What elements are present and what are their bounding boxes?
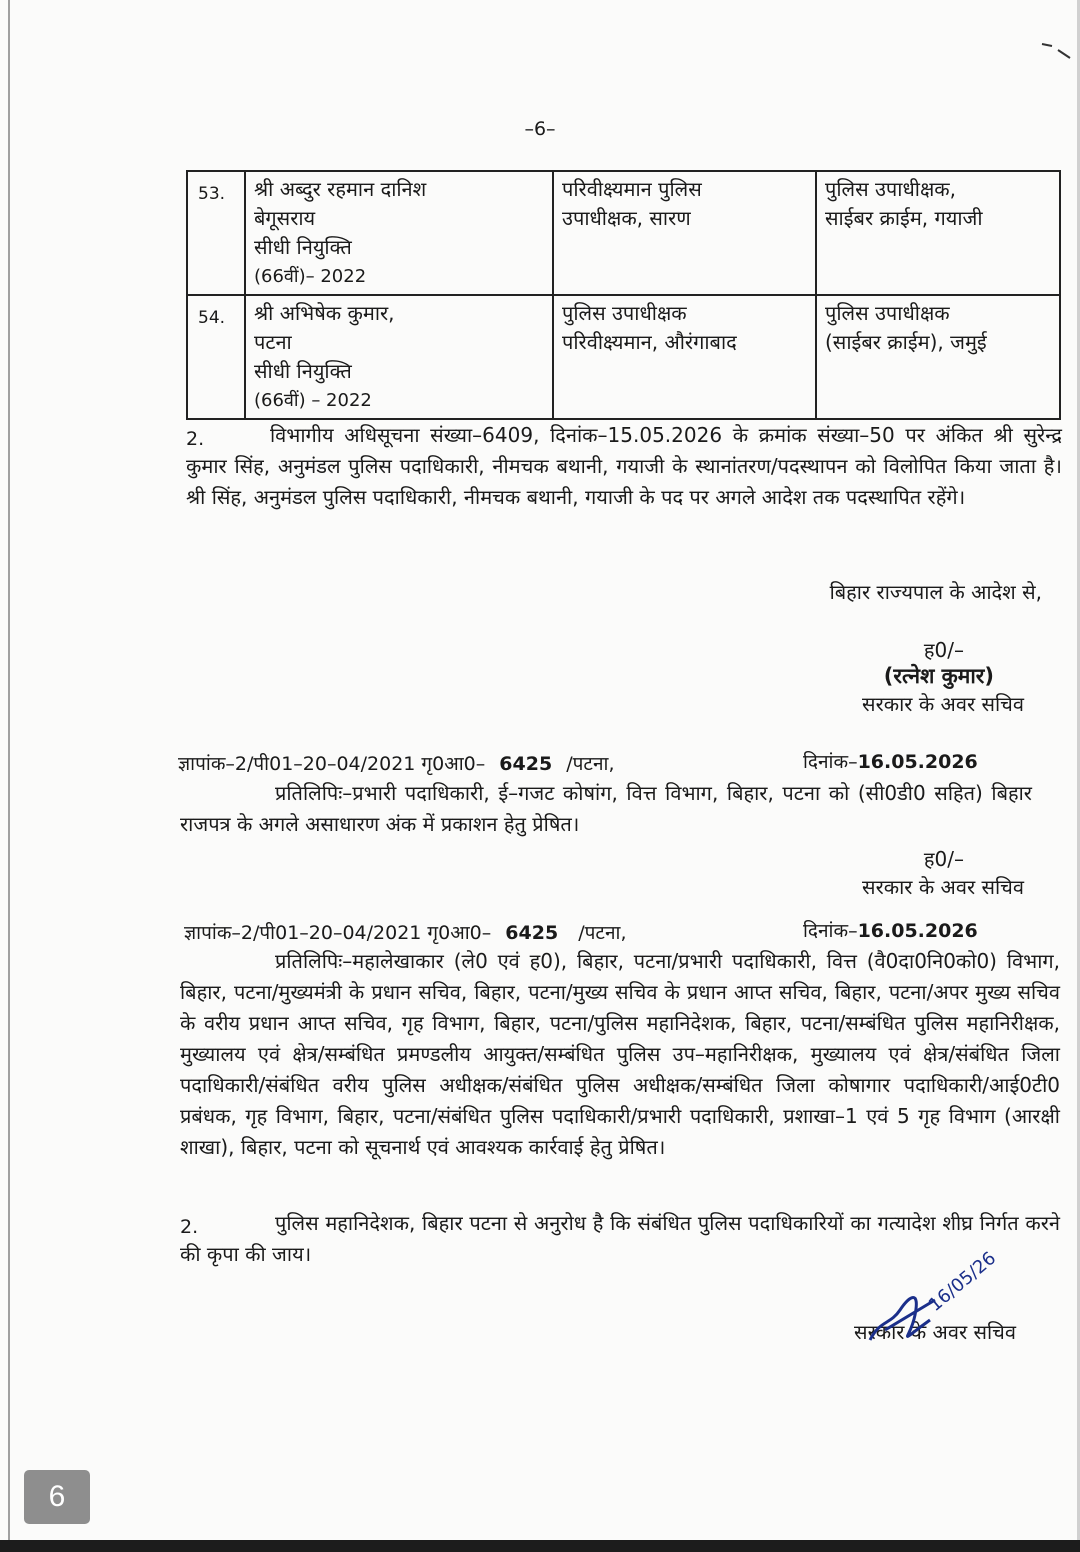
officer-home-district: बेगूसराय (254, 206, 316, 230)
memo-date: 16.05.2026 (857, 751, 978, 773)
memo2-ref (184, 919, 627, 945)
scan-mark (1040, 38, 1080, 68)
table-row (187, 171, 1060, 295)
page-number-header: –6– (524, 118, 556, 140)
batch: (66वीं) – 2022 (254, 390, 372, 411)
memo-ref-text: ज्ञापांक–2/पी01–20–04/2021 गृ0आ0– (178, 753, 486, 775)
order-line: बिहार राज्यपाल के आदेश से, (829, 580, 1042, 604)
serial-number: 54. (187, 295, 245, 419)
appointment-type: सीधी नियुक्ति (254, 359, 352, 383)
memo1-text: प्रतिलिपिः–प्रभारी पदाधिकारी, ई–गजट कोषांग, वित्त विभाग, बिहार, पटना को (सी0डी0 सहित) बिहार राजपत्र के अगले असाधारण अंक में प्रकाशन हेतु प्रेषित। (180, 781, 1032, 836)
memo2-point2-number: 2. (180, 1216, 199, 1238)
date-label: दिनांक– (803, 751, 858, 773)
handwritten-signature (860, 1240, 1020, 1360)
scan-edge-left (8, 0, 10, 1545)
officer-name-cell (245, 171, 553, 295)
officer-home-district: पटना (254, 330, 292, 354)
new-posting-cell (816, 295, 1060, 419)
current-posting-line: परिवीक्ष्यमान, औरंगाबाद (562, 330, 737, 354)
signature1-designation: सरकार के अवर सचिव (862, 692, 1024, 716)
batch: (66वीं)– 2022 (254, 266, 367, 287)
officer-name: श्री अब्दुर रहमान दानिश (254, 177, 427, 201)
current-posting-line: उपाधीक्षक, सारण (562, 206, 691, 230)
signature-date: 16/05/26 (924, 1247, 1001, 1316)
current-posting-cell (553, 295, 816, 419)
officer-name-cell (245, 295, 553, 419)
memo2-date (803, 917, 978, 943)
memo1-sd: ह0/– (923, 847, 964, 871)
new-posting-line: साईबर क्राईम, गयाजी (825, 206, 983, 230)
memo-place: /पटना, (578, 922, 627, 944)
signature1-name: (रत्नेश कुमार) (883, 664, 994, 688)
scan-edge-bottom (0, 1540, 1080, 1552)
memo-number: 6425 (505, 922, 559, 944)
new-posting-line: पुलिस उपाधीक्षक, (825, 177, 957, 201)
memo-place: /पटना, (566, 753, 615, 775)
new-posting-line: पुलिस उपाधीक्षक (825, 301, 950, 325)
memo1-date (803, 748, 978, 774)
date-label: दिनांक– (803, 920, 858, 942)
serial-number: 53. (187, 171, 245, 295)
transfer-table (186, 170, 1061, 420)
memo-ref-text: ज्ञापांक–2/पी01–20–04/2021 गृ0आ0– (184, 922, 492, 944)
signature1-sd: ह0/– (923, 638, 964, 662)
para2-number: 2. (186, 428, 205, 450)
current-posting-line: परिवीक्ष्यमान पुलिस (562, 177, 702, 201)
memo2-point2-text: पुलिस महानिदेशक, बिहार पटना से अनुरोध है कि संबंधित पुलिस पदाधिकारियों का गत्यादेश शीघ्र निर्गत करने की कृपा की जाय। (180, 1211, 1060, 1266)
memo2-designation: सरकार के अवर सचिव (854, 1320, 1016, 1344)
appointment-type: सीधी नियुक्ति (254, 235, 352, 259)
memo-date: 16.05.2026 (857, 920, 978, 942)
current-posting-line: पुलिस उपाधीक्षक (562, 301, 687, 325)
table-row (187, 295, 1060, 419)
officer-name: श्री अभिषेक कुमार, (254, 301, 395, 325)
current-posting-cell (553, 171, 816, 295)
memo1-ref (178, 750, 615, 776)
memo-number: 6425 (499, 753, 553, 775)
memo2-text: प्रतिलिपिः–महालेखाकार (ले0 एवं ह0), बिहार, पटना/प्रभारी पदाधिकारी, वित्त (वै0दा0नि0को0) विभाग, बिहार, पटना/मुख्यमंत्री के प्रधान सचिव, बिहार, पटना/मुख्य सचिव के प्रधान आप्त सचिव, बिहार, पटना/अपर मुख्य सचिव के वरीय प्रधान आप्त सचिव, गृह विभाग, बिहार, पटना/पुलिस महानिदेशक, बिहार, पटना/सम्बंधित पुलिस महानिरीक्षक, मुख्यालय एवं क्षेत्र/सम्बंधित प्रमण्डलीय आयुक्त/सम्बंधित पुलिस उप–महानिरीक्षक, मुख्यालय एवं क्षेत्र/संबंधित जिला पदाधिकारी/संबंधित वरीय पुलिस अधीक्षक/संबंधित पुलिस अधीक्षक/सम्बंधित जिला कोषागार पदाधिकारी/आई0टी0 प्रबंधक, गृह विभाग, बिहार, पटना/संबंधित पुलिस पदाधिकारी/प्रभारी पदाधिकारी, प्रशाखा–1 एवं 5 गृह विभाग (आरक्षी शाखा), बिहार, पटना को सूचनार्थ एवं आवश्यक कार्रवाई हेतु प्रेषित। (180, 949, 1060, 1159)
new-posting-cell (816, 171, 1060, 295)
viewer-page-badge[interactable]: 6 (24, 1470, 90, 1524)
para2-text: विभागीय अधिसूचना संख्या–6409, दिनांक–15.05.2026 के क्रमांक संख्या–50 पर अंकित श्री सुरेन्द्र कुमार सिंह, अनुमंडल पुलिस पदाधिकारी, नीमचक बथानी, गयाजी के स्थानांतरण/पदस्थापन को विलोपित किया जाता है। श्री सिंह, अनुमंडल पुलिस पदाधिकारी, नीमचक बथानी, गयाजी के पद पर अगले आदेश तक पदस्थापित रहेंगे। (186, 423, 1062, 509)
new-posting-line: (साईबर क्राईम), जमुई (825, 330, 987, 354)
memo1-designation: सरकार के अवर सचिव (862, 875, 1024, 899)
